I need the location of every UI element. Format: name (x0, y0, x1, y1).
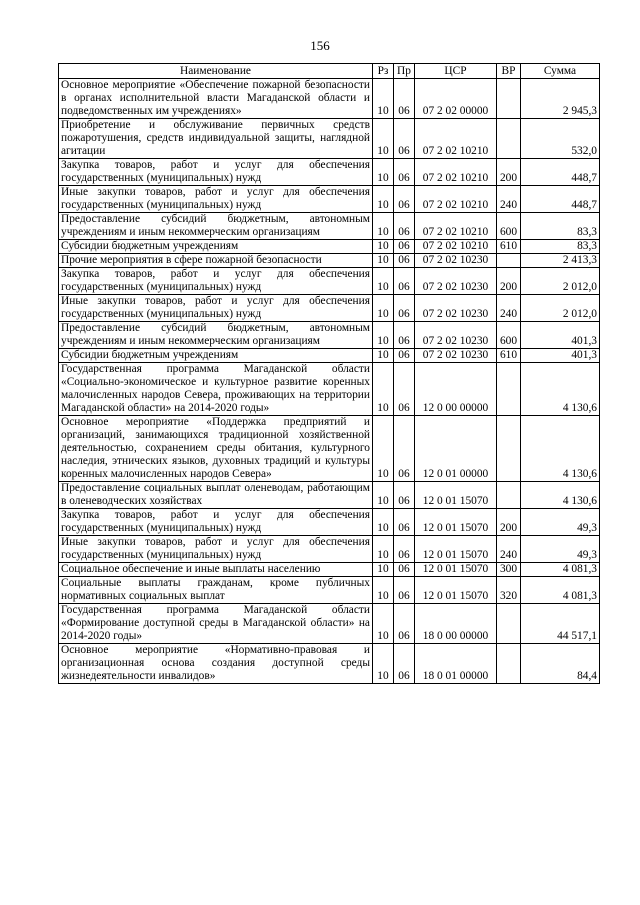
table-row (59, 563, 600, 577)
row-pr: 06 (394, 254, 415, 268)
table-row (59, 186, 600, 213)
table-row (59, 295, 600, 322)
row-csr: 18 0 01 00000 (415, 644, 497, 684)
row-pr: 06 (394, 349, 415, 363)
row-csr: 07 2 02 10210 (415, 119, 497, 159)
table-row (59, 482, 600, 509)
row-sum: 2 945,3 (521, 79, 600, 119)
row-pr: 06 (394, 482, 415, 509)
row-vr: 200 (497, 509, 521, 536)
row-vr (497, 79, 521, 119)
row-name: Закупка товаров, работ и услуг для обеспечения государственных (муниципальных) нужд (59, 509, 373, 536)
header-rz: Рз (373, 64, 394, 79)
row-name: Субсидии бюджетным учреждениям (59, 349, 373, 363)
row-name: Социальное обеспечение и иные выплаты населению (59, 563, 373, 577)
row-sum: 4 130,6 (521, 363, 600, 416)
table-row (59, 240, 600, 254)
row-name: Закупка товаров, работ и услуг для обеспечения государственных (муниципальных) нужд (59, 159, 373, 186)
row-rz: 10 (373, 349, 394, 363)
row-vr: 300 (497, 563, 521, 577)
row-rz: 10 (373, 119, 394, 159)
row-rz: 10 (373, 254, 394, 268)
row-sum: 4 130,6 (521, 482, 600, 509)
row-csr: 07 2 02 10210 (415, 240, 497, 254)
row-csr: 12 0 01 15070 (415, 482, 497, 509)
row-rz: 10 (373, 416, 394, 482)
row-pr: 06 (394, 363, 415, 416)
row-rz: 10 (373, 509, 394, 536)
table-row (59, 79, 600, 119)
row-csr: 07 2 02 10230 (415, 295, 497, 322)
row-rz: 10 (373, 159, 394, 186)
row-pr: 06 (394, 604, 415, 644)
row-name: Приобретение и обслуживание первичных средств пожаротушения, средств индивидуальной защиты, наглядной агитации (59, 119, 373, 159)
row-pr: 06 (394, 268, 415, 295)
row-rz: 10 (373, 240, 394, 254)
row-pr: 06 (394, 416, 415, 482)
header-csr: ЦСР (415, 64, 497, 79)
row-rz: 10 (373, 536, 394, 563)
row-csr: 07 2 02 10230 (415, 268, 497, 295)
row-sum: 401,3 (521, 349, 600, 363)
row-pr: 06 (394, 322, 415, 349)
row-csr: 07 2 02 10230 (415, 322, 497, 349)
row-csr: 07 2 02 10230 (415, 349, 497, 363)
row-rz: 10 (373, 322, 394, 349)
row-sum: 2 413,3 (521, 254, 600, 268)
row-sum: 44 517,1 (521, 604, 600, 644)
row-rz: 10 (373, 186, 394, 213)
row-pr: 06 (394, 240, 415, 254)
row-name: Государственная программа Магаданской области «Формирование доступной среды в Магаданской области» на 2014-2020 годы» (59, 604, 373, 644)
table-row (59, 416, 600, 482)
table-row (59, 254, 600, 268)
row-vr (497, 482, 521, 509)
row-vr: 200 (497, 268, 521, 295)
row-rz: 10 (373, 79, 394, 119)
header-sum: Сумма (521, 64, 600, 79)
row-csr: 18 0 00 00000 (415, 604, 497, 644)
row-sum: 2 012,0 (521, 268, 600, 295)
row-name: Предоставление субсидий бюджетным, автономным учреждениям и иным некоммерческим организациям (59, 322, 373, 349)
row-vr: 320 (497, 577, 521, 604)
table-row (59, 268, 600, 295)
row-csr: 07 2 02 10230 (415, 254, 497, 268)
page-number: 156 (310, 38, 330, 53)
row-vr (497, 644, 521, 684)
row-csr: 12 0 01 15070 (415, 577, 497, 604)
row-sum: 83,3 (521, 240, 600, 254)
row-name: Иные закупки товаров, работ и услуг для обеспечения государственных (муниципальных) нужд (59, 186, 373, 213)
row-rz: 10 (373, 604, 394, 644)
row-vr: 240 (497, 536, 521, 563)
row-pr: 06 (394, 509, 415, 536)
table-row (59, 604, 600, 644)
row-pr: 06 (394, 295, 415, 322)
row-name: Предоставление субсидий бюджетным, автономным учреждениям и иным некоммерческим организациям (59, 213, 373, 240)
row-pr: 06 (394, 644, 415, 684)
row-pr: 06 (394, 577, 415, 604)
row-csr: 12 0 00 00000 (415, 363, 497, 416)
header-name: Наименование (59, 64, 373, 79)
row-sum: 448,7 (521, 186, 600, 213)
row-vr: 240 (497, 186, 521, 213)
header-vr: ВР (497, 64, 521, 79)
row-sum: 83,3 (521, 213, 600, 240)
row-csr: 07 2 02 10210 (415, 159, 497, 186)
row-csr: 12 0 01 15070 (415, 509, 497, 536)
row-name: Субсидии бюджетным учреждениям (59, 240, 373, 254)
row-rz: 10 (373, 213, 394, 240)
row-vr (497, 416, 521, 482)
row-csr: 12 0 01 15070 (415, 563, 497, 577)
row-rz: 10 (373, 295, 394, 322)
row-csr: 12 0 01 00000 (415, 416, 497, 482)
row-pr: 06 (394, 213, 415, 240)
row-sum: 49,3 (521, 536, 600, 563)
row-rz: 10 (373, 577, 394, 604)
row-sum: 49,3 (521, 509, 600, 536)
row-sum: 4 130,6 (521, 416, 600, 482)
row-rz: 10 (373, 268, 394, 295)
row-rz: 10 (373, 644, 394, 684)
row-vr (497, 604, 521, 644)
row-pr: 06 (394, 563, 415, 577)
row-sum: 448,7 (521, 159, 600, 186)
row-name: Социальные выплаты гражданам, кроме публичных нормативных социальных выплат (59, 577, 373, 604)
table-row (59, 536, 600, 563)
row-rz: 10 (373, 363, 394, 416)
row-name: Основное мероприятие «Поддержка предприятий и организаций, занимающихся традиционной хозяйственной деятельностью, сохранением среды обитания, культурного наследия, этнических языков, духовных традиций и культуры коренных малочисленных народов Севера» (59, 416, 373, 482)
row-csr: 07 2 02 10210 (415, 186, 497, 213)
row-vr: 200 (497, 159, 521, 186)
row-pr: 06 (394, 159, 415, 186)
table-body (59, 79, 600, 684)
row-sum: 84,4 (521, 644, 600, 684)
row-pr: 06 (394, 186, 415, 213)
row-sum: 532,0 (521, 119, 600, 159)
table-row (59, 363, 600, 416)
budget-table (58, 63, 600, 684)
row-vr (497, 119, 521, 159)
row-name: Прочие мероприятия в сфере пожарной безопасности (59, 254, 373, 268)
table-row (59, 577, 600, 604)
table-row (59, 322, 600, 349)
row-name: Иные закупки товаров, работ и услуг для обеспечения государственных (муниципальных) нужд (59, 295, 373, 322)
row-vr (497, 363, 521, 416)
table-row (59, 644, 600, 684)
row-vr: 600 (497, 213, 521, 240)
table-row (59, 213, 600, 240)
table-row (59, 349, 600, 363)
row-name: Закупка товаров, работ и услуг для обеспечения государственных (муниципальных) нужд (59, 268, 373, 295)
row-pr: 06 (394, 79, 415, 119)
table-row (59, 159, 600, 186)
row-pr: 06 (394, 536, 415, 563)
row-rz: 10 (373, 482, 394, 509)
row-vr (497, 254, 521, 268)
row-vr: 600 (497, 322, 521, 349)
row-vr: 610 (497, 349, 521, 363)
row-name: Основное мероприятие «Обеспечение пожарной безопасности в органах исполнительной власти Магаданской области и подведомственных им учреждениях» (59, 79, 373, 119)
table-row (59, 119, 600, 159)
row-rz: 10 (373, 563, 394, 577)
row-csr: 12 0 01 15070 (415, 536, 497, 563)
row-sum: 2 012,0 (521, 295, 600, 322)
row-vr: 610 (497, 240, 521, 254)
table-row (59, 509, 600, 536)
row-pr: 06 (394, 119, 415, 159)
row-sum: 4 081,3 (521, 577, 600, 604)
row-sum: 401,3 (521, 322, 600, 349)
table-header (59, 64, 600, 79)
row-csr: 07 2 02 10210 (415, 213, 497, 240)
header-pr: Пр (394, 64, 415, 79)
row-name: Предоставление социальных выплат оленеводам, работающим в оленеводческих хозяйствах (59, 482, 373, 509)
row-csr: 07 2 02 00000 (415, 79, 497, 119)
row-vr: 240 (497, 295, 521, 322)
row-name: Основное мероприятие «Нормативно-правовая и организационная основа создания доступной среды жизнедеятельности инвалидов» (59, 644, 373, 684)
row-sum: 4 081,3 (521, 563, 600, 577)
row-name: Государственная программа Магаданской области «Социально-экономическое и культурное развитие коренных малочисленных народов Севера, проживающих на территории Магаданской области» на 2014-2020 годы» (59, 363, 373, 416)
row-name: Иные закупки товаров, работ и услуг для обеспечения государственных (муниципальных) нужд (59, 536, 373, 563)
